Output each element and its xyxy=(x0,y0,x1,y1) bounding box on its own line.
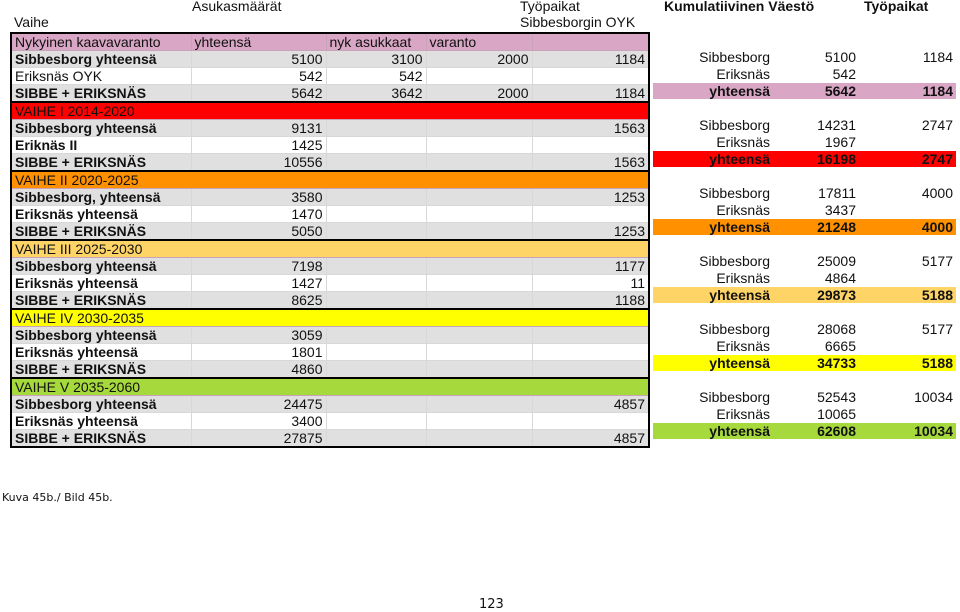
header-tyopaikat-right: Työpaikat xyxy=(864,0,929,14)
cumulative-total-row xyxy=(653,219,956,236)
value-cell xyxy=(426,396,532,413)
area-name: Sibbesborg xyxy=(653,389,773,406)
row-label: Eriknäs II xyxy=(11,137,191,154)
area-name: yhteensä xyxy=(653,355,773,372)
population-value: 6665 xyxy=(773,338,859,355)
value-cell xyxy=(326,396,426,413)
cumulative-row xyxy=(653,389,956,406)
area-name: Eriksnäs xyxy=(653,270,773,287)
spacer-cell xyxy=(653,168,956,185)
value-cell xyxy=(426,137,532,154)
jobs-value: 1184 xyxy=(859,49,956,66)
population-value: 4864 xyxy=(773,270,859,287)
value-cell: 1188 xyxy=(532,292,649,310)
value-cell: 4860 xyxy=(191,361,326,379)
area-name: Eriksnäs xyxy=(653,134,773,151)
cumulative-row xyxy=(653,100,956,117)
header-tyopaikat: Työpaikat xyxy=(520,0,580,14)
population-value: 5642 xyxy=(773,83,859,100)
population-value: 62608 xyxy=(773,423,859,440)
jobs-value xyxy=(859,338,956,355)
cumulative-row xyxy=(653,236,956,253)
value-cell: 1253 xyxy=(532,223,649,241)
row-label: Eriksnäs yhteensä xyxy=(11,206,191,223)
table-row xyxy=(11,413,649,430)
phase-name: VAIHE II 2020-2025 xyxy=(11,171,649,189)
value-cell: 1563 xyxy=(532,120,649,137)
row-label: SIBBE + ERIKSNÄS xyxy=(11,361,191,379)
cumulative-row xyxy=(653,338,956,355)
total-row xyxy=(11,361,649,379)
cumulative-row xyxy=(653,270,956,287)
cumulative-total-row xyxy=(653,151,956,168)
value-cell: 1801 xyxy=(191,344,326,361)
value-cell xyxy=(426,223,532,241)
value-cell xyxy=(426,413,532,430)
value-cell xyxy=(532,344,649,361)
table-row xyxy=(11,396,649,413)
population-value: 16198 xyxy=(773,151,859,168)
jobs-value: 5188 xyxy=(859,355,956,372)
cumulative-row xyxy=(653,372,956,389)
cumulative-total-row xyxy=(653,355,956,372)
value-cell: 4857 xyxy=(532,396,649,413)
area-name: Sibbesborg xyxy=(653,117,773,134)
value-cell: 24475 xyxy=(191,396,326,413)
phase-header-row xyxy=(11,240,649,258)
spacer-cell xyxy=(653,100,956,117)
area-name: yhteensä xyxy=(653,423,773,440)
cumulative-row xyxy=(653,202,956,219)
population-value: 3437 xyxy=(773,202,859,219)
area-name: Eriksnäs xyxy=(653,338,773,355)
value-cell xyxy=(326,327,426,344)
phase-table xyxy=(10,32,650,448)
row-label: SIBBE + ERIKSNÄS xyxy=(11,223,191,241)
value-cell xyxy=(426,327,532,344)
jobs-value: 10034 xyxy=(859,423,956,440)
phase-name: VAIHE III 2025-2030 xyxy=(11,240,649,258)
value-cell: 1184 xyxy=(532,85,649,103)
value-cell xyxy=(532,413,649,430)
column-label xyxy=(532,33,649,51)
phase-name: Nykyinen kaavavaranto xyxy=(11,33,191,51)
phase-header-row xyxy=(11,102,649,120)
cumulative-total-row xyxy=(653,83,956,100)
area-name: Eriksnäs xyxy=(653,202,773,219)
area-name: Eriksnäs xyxy=(653,66,773,83)
population-value: 1967 xyxy=(773,134,859,151)
table-row xyxy=(11,68,649,85)
value-cell xyxy=(532,327,649,344)
row-label: Eriksnäs OYK xyxy=(11,68,191,85)
row-label: Sibbesborg yhteensä xyxy=(11,327,191,344)
value-cell xyxy=(326,275,426,292)
value-cell xyxy=(326,154,426,172)
value-cell: 1563 xyxy=(532,154,649,172)
total-row xyxy=(11,223,649,241)
value-cell: 1184 xyxy=(532,51,649,68)
value-cell xyxy=(426,154,532,172)
table-row xyxy=(11,120,649,137)
value-cell: 1470 xyxy=(191,206,326,223)
value-cell xyxy=(326,258,426,275)
jobs-value xyxy=(859,270,956,287)
value-cell xyxy=(426,189,532,206)
value-cell xyxy=(326,189,426,206)
value-cell xyxy=(326,292,426,310)
value-cell: 11 xyxy=(532,275,649,292)
table-row xyxy=(11,258,649,275)
value-cell: 1425 xyxy=(191,137,326,154)
area-name: yhteensä xyxy=(653,83,773,100)
row-label: Sibbesborg yhteensä xyxy=(11,120,191,137)
area-name: Sibbesborg xyxy=(653,185,773,202)
row-label: SIBBE + ERIKSNÄS xyxy=(11,430,191,448)
jobs-value: 5177 xyxy=(859,253,956,270)
value-cell: 9131 xyxy=(191,120,326,137)
cumulative-row xyxy=(653,134,956,151)
row-label: SIBBE + ERIKSNÄS xyxy=(11,154,191,172)
value-cell: 3059 xyxy=(191,327,326,344)
cumulative-row xyxy=(653,253,956,270)
cumulative-row xyxy=(653,117,956,134)
value-cell xyxy=(326,430,426,448)
total-row xyxy=(11,85,649,103)
value-cell xyxy=(426,275,532,292)
value-cell: 1253 xyxy=(532,189,649,206)
page-number: 123 xyxy=(479,597,504,612)
cumulative-row xyxy=(653,185,956,202)
spacer-cell xyxy=(653,236,956,253)
header-asukasmaarat: Asukasmäärät xyxy=(192,0,282,14)
table-row xyxy=(11,189,649,206)
jobs-value xyxy=(859,202,956,219)
header-kumulatiivinen: Kumulatiivinen Väestö xyxy=(664,0,815,14)
value-cell xyxy=(532,361,649,379)
value-cell xyxy=(326,361,426,379)
phase-header-row xyxy=(11,171,649,189)
value-cell xyxy=(326,120,426,137)
population-value: 10065 xyxy=(773,406,859,423)
cumulative-total-row xyxy=(653,423,956,440)
value-cell: 5100 xyxy=(191,51,326,68)
value-cell: 5050 xyxy=(191,223,326,241)
header-vaihe: Vaihe xyxy=(14,14,49,30)
row-label: Eriksnäs yhteensä xyxy=(11,275,191,292)
total-row xyxy=(11,430,649,448)
row-label: Sibbesborg, yhteensä xyxy=(11,189,191,206)
area-name: yhteensä xyxy=(653,287,773,304)
row-label: Sibbesborg yhteensä xyxy=(11,51,191,68)
area-name: yhteensä xyxy=(653,151,773,168)
cumulative-row xyxy=(653,168,956,185)
value-cell xyxy=(426,206,532,223)
phase-header-row xyxy=(11,378,649,396)
population-value: 34733 xyxy=(773,355,859,372)
column-label: varanto xyxy=(426,33,532,51)
population-value: 28068 xyxy=(773,321,859,338)
population-value: 29873 xyxy=(773,287,859,304)
jobs-value: 2747 xyxy=(859,117,956,134)
table-row xyxy=(11,51,649,68)
value-cell: 4857 xyxy=(532,430,649,448)
value-cell xyxy=(532,137,649,154)
value-cell xyxy=(326,344,426,361)
phase-header-row xyxy=(11,309,649,327)
value-cell xyxy=(326,137,426,154)
jobs-value: 4000 xyxy=(859,219,956,236)
value-cell xyxy=(426,258,532,275)
table-row xyxy=(11,275,649,292)
total-row xyxy=(11,154,649,172)
population-value: 17811 xyxy=(773,185,859,202)
value-cell xyxy=(532,206,649,223)
cumulative-row xyxy=(653,321,956,338)
cumulative-row xyxy=(653,49,956,66)
row-label: Sibbesborg yhteensä xyxy=(11,258,191,275)
column-label: yhteensä xyxy=(191,33,326,51)
value-cell xyxy=(426,361,532,379)
jobs-value xyxy=(859,66,956,83)
row-label: SIBBE + ERIKSNÄS xyxy=(11,85,191,103)
cumulative-row xyxy=(653,406,956,423)
column-label: nyk asukkaat xyxy=(326,33,426,51)
population-value: 5100 xyxy=(773,49,859,66)
phase-name: VAIHE IV 2030-2035 xyxy=(11,309,649,327)
population-value: 52543 xyxy=(773,389,859,406)
value-cell xyxy=(326,223,426,241)
value-cell xyxy=(326,413,426,430)
value-cell: 3642 xyxy=(326,85,426,103)
row-label: SIBBE + ERIKSNÄS xyxy=(11,292,191,310)
value-cell xyxy=(426,120,532,137)
value-cell: 1427 xyxy=(191,275,326,292)
figure-caption: Kuva 45b./ Bild 45b. xyxy=(2,491,113,504)
value-cell: 2000 xyxy=(426,85,532,103)
value-cell: 3400 xyxy=(191,413,326,430)
area-name: yhteensä xyxy=(653,219,773,236)
cumulative-row xyxy=(653,32,956,49)
jobs-value: 1184 xyxy=(859,83,956,100)
value-cell: 8625 xyxy=(191,292,326,310)
value-cell xyxy=(426,430,532,448)
cumulative-row xyxy=(653,66,956,83)
jobs-value: 5177 xyxy=(859,321,956,338)
population-value: 14231 xyxy=(773,117,859,134)
table-row xyxy=(11,137,649,154)
jobs-value: 4000 xyxy=(859,185,956,202)
total-row xyxy=(11,292,649,310)
value-cell: 27875 xyxy=(191,430,326,448)
area-name: Eriksnäs xyxy=(653,406,773,423)
table-row xyxy=(11,344,649,361)
population-value: 21248 xyxy=(773,219,859,236)
phase-header-row xyxy=(11,33,649,51)
value-cell: 542 xyxy=(326,68,426,85)
jobs-value xyxy=(859,406,956,423)
cumulative-total-row xyxy=(653,287,956,304)
header-sibbesborgin-oyk: Sibbesborgin OYK xyxy=(520,14,636,30)
row-label: Eriksnäs yhteensä xyxy=(11,413,191,430)
phase-name: VAIHE V 2035-2060 xyxy=(11,378,649,396)
population-value: 25009 xyxy=(773,253,859,270)
row-label: Eriksnäs yhteensä xyxy=(11,344,191,361)
value-cell xyxy=(426,68,532,85)
phase-name: VAIHE I 2014-2020 xyxy=(11,102,649,120)
value-cell xyxy=(326,206,426,223)
value-cell: 2000 xyxy=(426,51,532,68)
jobs-value: 5188 xyxy=(859,287,956,304)
table-row xyxy=(11,206,649,223)
spacer-cell xyxy=(653,304,956,321)
value-cell xyxy=(426,292,532,310)
area-name: Sibbesborg xyxy=(653,253,773,270)
value-cell: 542 xyxy=(191,68,326,85)
spacer-cell xyxy=(653,372,956,389)
row-label: Sibbesborg yhteensä xyxy=(11,396,191,413)
value-cell: 3580 xyxy=(191,189,326,206)
value-cell: 1177 xyxy=(532,258,649,275)
table-row xyxy=(11,327,649,344)
cumulative-row xyxy=(653,304,956,321)
jobs-value: 10034 xyxy=(859,389,956,406)
cumulative-table xyxy=(653,32,956,440)
area-name: Sibbesborg xyxy=(653,321,773,338)
value-cell: 7198 xyxy=(191,258,326,275)
spacer-cell xyxy=(653,32,956,49)
jobs-value xyxy=(859,134,956,151)
population-value: 542 xyxy=(773,66,859,83)
value-cell: 10556 xyxy=(191,154,326,172)
value-cell xyxy=(426,344,532,361)
value-cell: 3100 xyxy=(326,51,426,68)
area-name: Sibbesborg xyxy=(653,49,773,66)
value-cell xyxy=(532,68,649,85)
jobs-value: 2747 xyxy=(859,151,956,168)
value-cell: 5642 xyxy=(191,85,326,103)
